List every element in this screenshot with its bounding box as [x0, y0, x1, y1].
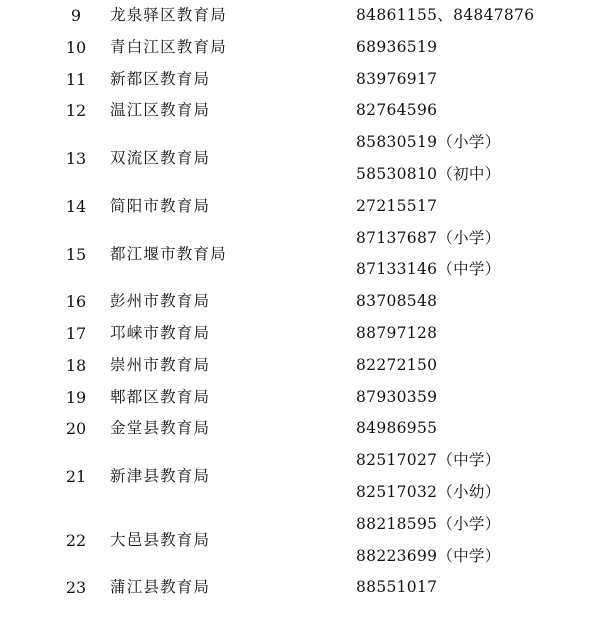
row-number: 10 [65, 37, 87, 57]
phone-number: 88223699（中学） [356, 546, 501, 565]
row-number: 12 [65, 101, 87, 121]
phone-number: 87137687（小学） [356, 228, 501, 247]
phone-number: 82764596 [356, 101, 438, 120]
bureau-name: 大邑县教育局 [110, 530, 211, 549]
phone-list [356, 64, 437, 96]
phone-list [356, 318, 437, 350]
table-row [0, 382, 604, 414]
phone-list [356, 191, 437, 223]
row-number: 22 [65, 530, 87, 550]
table-row [0, 95, 604, 127]
phone-number: 82517027（中学） [356, 451, 501, 470]
bureau-name: 彭州市教育局 [110, 292, 211, 311]
bureau-name: 邛崃市教育局 [110, 323, 211, 342]
phone-number: 84861155、84847876 [356, 6, 535, 24]
bureau-name: 新津县教育局 [110, 467, 211, 486]
table-row [0, 350, 604, 382]
row-number: 16 [65, 292, 87, 312]
phone-list [356, 572, 437, 604]
bureau-name: 崇州市教育局 [110, 355, 211, 374]
phone-list [356, 286, 437, 318]
table-row [0, 318, 604, 350]
phone-list [356, 95, 437, 127]
row-number: 17 [65, 323, 87, 343]
phone-number: 82517032（小幼） [356, 482, 501, 501]
table-row [0, 64, 604, 96]
bureau-name: 简阳市教育局 [110, 196, 211, 215]
bureau-name: 青白江区教育局 [110, 37, 227, 56]
phone-list [356, 32, 437, 64]
phone-number: 27215517 [356, 196, 438, 215]
table-row [0, 127, 604, 191]
row-number: 9 [70, 6, 82, 25]
phone-number: 88218595（小学） [356, 514, 501, 533]
bureau-name: 温江区教育局 [110, 101, 211, 120]
row-number: 18 [65, 355, 87, 375]
row-number: 20 [65, 419, 87, 439]
phone-number: 82272150 [356, 355, 438, 374]
row-number: 13 [65, 149, 87, 169]
bureau-name: 郫都区教育局 [110, 387, 211, 406]
phone-number: 83976917 [356, 69, 438, 88]
table-row [0, 286, 604, 318]
table-row [0, 572, 604, 604]
table-row [0, 223, 604, 287]
phone-number: 88551017 [356, 578, 438, 597]
table-row [0, 445, 604, 509]
phone-number: 88797128 [356, 323, 438, 342]
phone-list [356, 350, 437, 382]
bureau-name: 新都区教育局 [110, 69, 211, 88]
phone-number: 58530810（初中） [356, 164, 501, 183]
bureau-name: 龙泉驿区教育局 [110, 6, 227, 24]
phone-number: 84986955 [356, 419, 438, 438]
table-row [0, 0, 604, 32]
row-number: 19 [65, 387, 87, 407]
phone-number: 83708548 [356, 292, 438, 311]
phone-list [356, 413, 437, 445]
phone-number: 87133146（中学） [356, 260, 501, 279]
phone-list [356, 0, 534, 32]
row-number: 14 [65, 196, 87, 216]
phone-list [356, 382, 437, 414]
row-number: 21 [65, 467, 87, 487]
phone-number: 85830519（小学） [356, 133, 501, 152]
table-row [0, 191, 604, 223]
row-number: 15 [65, 244, 87, 264]
phone-list [356, 127, 501, 191]
phone-number: 68936519 [356, 37, 438, 56]
table-row [0, 413, 604, 445]
phone-number: 87930359 [356, 387, 438, 406]
phone-list [356, 509, 501, 573]
bureau-name: 都江堰市教育局 [110, 244, 227, 263]
bureau-name: 蒲江县教育局 [110, 578, 211, 597]
row-number: 23 [65, 578, 87, 598]
bureau-name: 金堂县教育局 [110, 419, 211, 438]
table-row [0, 509, 604, 573]
table-row [0, 32, 604, 64]
phone-list [356, 445, 501, 509]
phone-list [356, 223, 501, 287]
row-number: 11 [65, 69, 87, 89]
bureau-name: 双流区教育局 [110, 149, 211, 168]
